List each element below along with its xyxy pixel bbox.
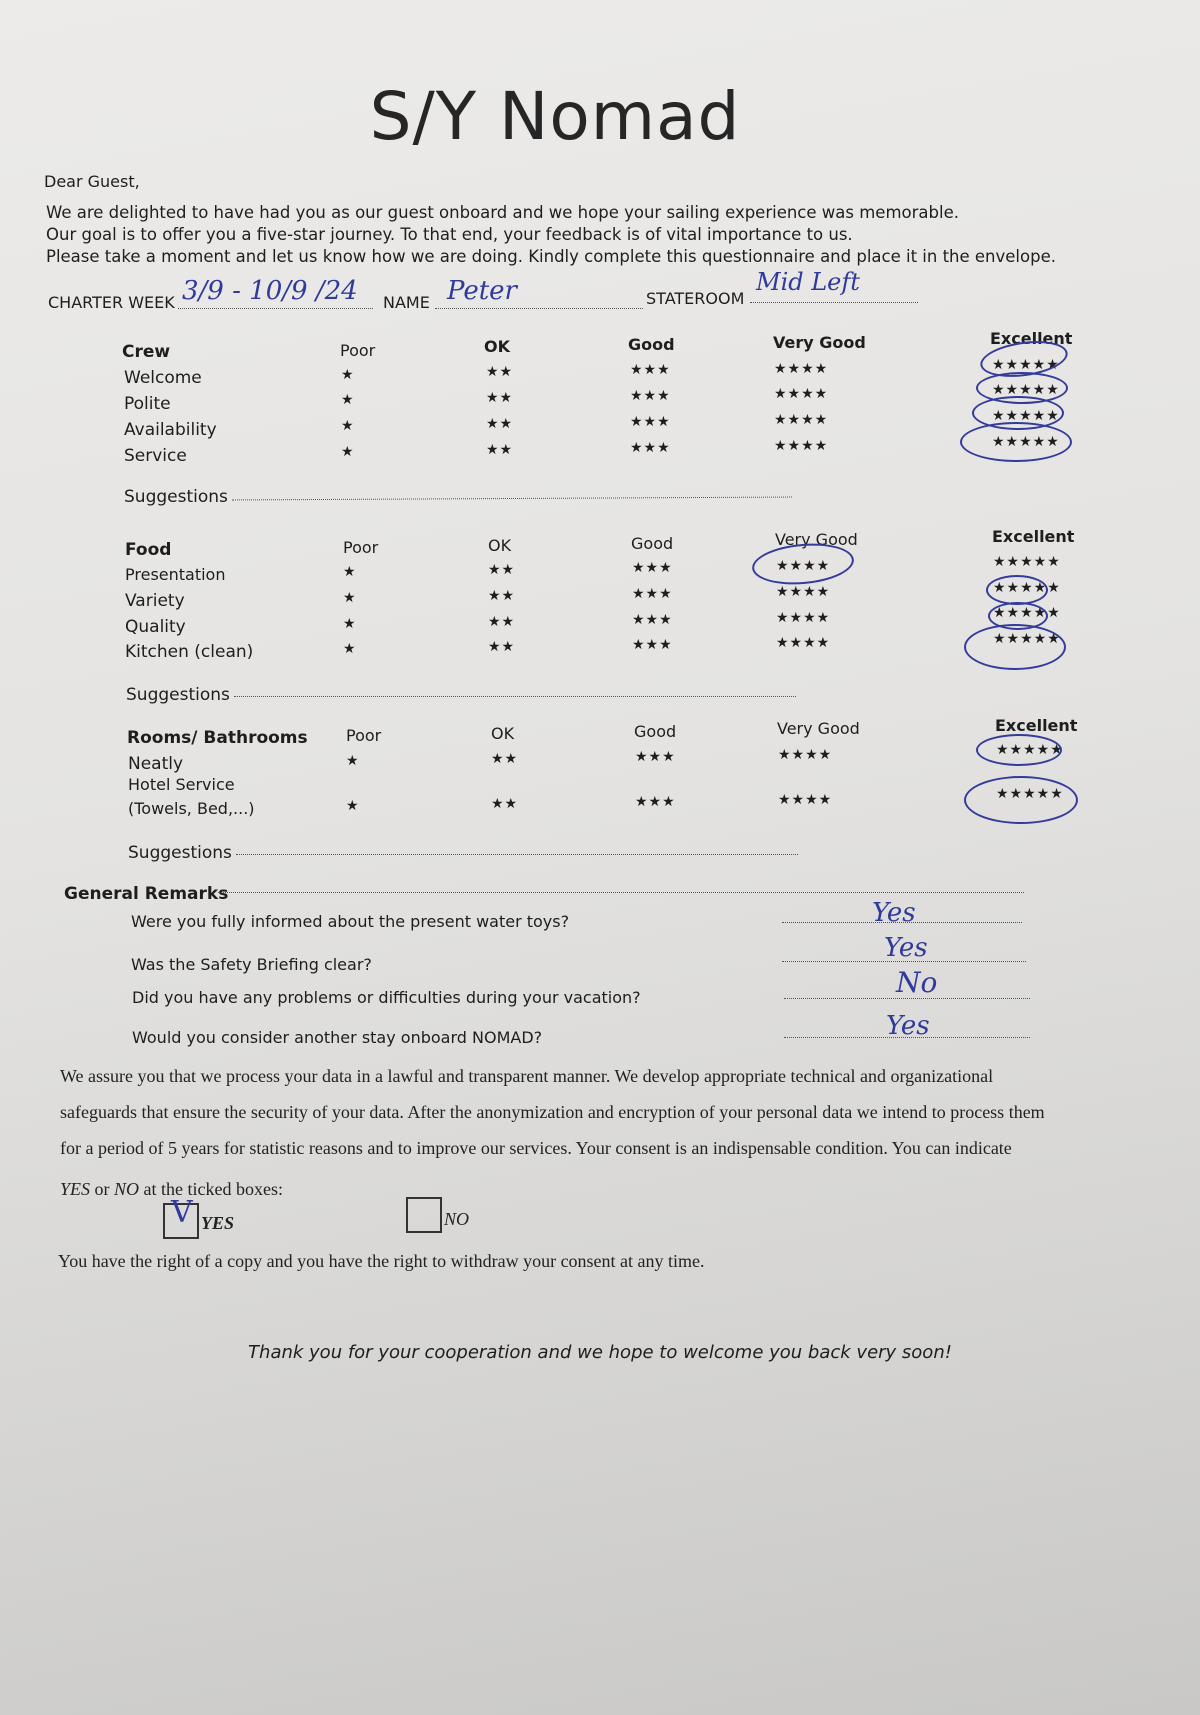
answer-field[interactable] bbox=[782, 898, 1022, 928]
answer-value: Yes bbox=[884, 933, 928, 963]
section-title-rooms: Rooms/ Bathrooms bbox=[127, 728, 308, 748]
suggestions-label: Suggestions bbox=[126, 685, 230, 705]
rating-option-selected[interactable]: ★★★★★ bbox=[992, 382, 1060, 398]
form-title: S/Y Nomad bbox=[369, 78, 741, 155]
rating-option[interactable]: ★★★★ bbox=[778, 792, 833, 808]
rating-option[interactable]: ★★★★ bbox=[774, 386, 829, 402]
selection-circle bbox=[986, 575, 1048, 605]
rating-option[interactable]: ★★★★ bbox=[778, 747, 833, 763]
rating-option-selected[interactable]: ★★★★★ bbox=[992, 408, 1060, 424]
question-safety-briefing: Was the Safety Briefing clear? bbox=[131, 955, 372, 974]
check-mark-icon: V bbox=[171, 1195, 193, 1230]
charter-week-field[interactable] bbox=[178, 276, 373, 309]
col-very-good: Very Good bbox=[777, 719, 860, 738]
rating-option[interactable]: ★★★ bbox=[632, 560, 673, 576]
col-good: Good bbox=[628, 335, 675, 354]
charter-week-value: 3/9 - 10/9 /24 bbox=[182, 276, 358, 306]
row-label: Service bbox=[124, 446, 187, 466]
rating-option[interactable]: ★★★ bbox=[630, 414, 671, 430]
row-label: Kitchen (clean) bbox=[125, 642, 254, 662]
rights-text: You have the right of a copy and you have the right to withdraw your consent at any time. bbox=[58, 1251, 705, 1271]
row-label: Welcome bbox=[124, 368, 202, 388]
col-very-good: Very Good bbox=[775, 530, 858, 549]
ticked-boxes-text: at the ticked boxes: bbox=[139, 1179, 283, 1199]
rating-option-selected[interactable]: ★★★★★ bbox=[992, 357, 1060, 373]
rating-option[interactable]: ★★ bbox=[491, 796, 519, 812]
name-value: Peter bbox=[447, 276, 517, 306]
rating-option[interactable]: ★★ bbox=[488, 562, 516, 578]
rating-option[interactable]: ★★★★ bbox=[774, 361, 829, 377]
col-very-good: Very Good bbox=[773, 333, 866, 352]
answer-value: Yes bbox=[872, 898, 916, 928]
consent-yes-label: YES bbox=[201, 1213, 235, 1233]
greeting: Dear Guest, bbox=[44, 172, 140, 191]
consent-no-checkbox[interactable] bbox=[406, 1197, 442, 1233]
col-excellent: Excellent bbox=[990, 329, 1073, 348]
or-word: or bbox=[90, 1179, 115, 1199]
privacy-line-1: We assure you that we process your data in a lawful and transparent manner. We develop appropriate technical and organizational bbox=[60, 1066, 994, 1086]
suggestions-field[interactable] bbox=[236, 854, 798, 855]
general-remarks-title: General Remarks bbox=[64, 884, 229, 904]
rating-option-selected[interactable]: ★★★★ bbox=[776, 558, 831, 574]
col-ok: OK bbox=[488, 536, 512, 555]
name-label: NAME bbox=[383, 293, 430, 312]
rating-option[interactable]: ★ bbox=[343, 641, 357, 657]
stateroom-value: Mid Left bbox=[756, 268, 860, 296]
rating-option-selected[interactable]: ★★★★★ bbox=[996, 742, 1064, 758]
rating-option[interactable]: ★ bbox=[341, 418, 355, 434]
rating-option[interactable]: ★★★ bbox=[630, 388, 671, 404]
rating-option[interactable]: ★ bbox=[346, 753, 360, 769]
rating-option[interactable]: ★★ bbox=[486, 364, 514, 380]
rating-option[interactable]: ★★★ bbox=[632, 637, 673, 653]
row-label: Hotel Service bbox=[128, 775, 235, 794]
selection-circle bbox=[976, 734, 1062, 766]
rating-option[interactable]: ★★★★★ bbox=[993, 554, 1061, 570]
col-poor: Poor bbox=[346, 726, 382, 745]
answer-field[interactable] bbox=[782, 933, 1026, 963]
intro-line-1: We are delighted to have had you as our guest onboard and we hope your sailing experience was memorable. bbox=[46, 203, 959, 222]
row-label: Presentation bbox=[125, 565, 226, 584]
rating-option[interactable]: ★ bbox=[341, 367, 355, 383]
answer-value: No bbox=[896, 966, 938, 999]
consent-yes-checkbox[interactable] bbox=[163, 1195, 199, 1239]
rating-option[interactable]: ★★★★ bbox=[776, 635, 831, 651]
answer-field[interactable] bbox=[784, 966, 1030, 999]
col-excellent: Excellent bbox=[995, 716, 1078, 735]
section-title-food: Food bbox=[125, 540, 172, 560]
col-ok: OK bbox=[484, 337, 510, 356]
rating-option-selected[interactable]: ★★★★★ bbox=[993, 631, 1061, 647]
rating-option[interactable]: ★★ bbox=[488, 588, 516, 604]
rating-option[interactable]: ★ bbox=[343, 564, 357, 580]
suggestions-label: Suggestions bbox=[128, 843, 232, 863]
rating-option[interactable]: ★★ bbox=[488, 614, 516, 630]
consent-no-label: NO bbox=[444, 1209, 470, 1229]
col-good: Good bbox=[631, 534, 674, 553]
row-label: Quality bbox=[125, 617, 186, 637]
col-excellent: Excellent bbox=[992, 527, 1075, 546]
rating-option[interactable]: ★★ bbox=[491, 751, 519, 767]
rating-option[interactable]: ★ bbox=[341, 392, 355, 408]
stateroom-field[interactable] bbox=[750, 268, 918, 303]
rating-option[interactable]: ★ bbox=[343, 590, 357, 606]
rating-option-selected[interactable]: ★★★★★ bbox=[993, 580, 1061, 596]
col-good: Good bbox=[634, 722, 677, 741]
yes-word: YES bbox=[60, 1179, 91, 1199]
suggestions-label: Suggestions bbox=[124, 487, 228, 507]
rating-option[interactable]: ★★★★ bbox=[774, 412, 829, 428]
privacy-line-3: for a period of 5 years for statistic reasons and to improve our services. Your consent is an indispensable condition. You can indicate bbox=[60, 1138, 1012, 1158]
rating-option[interactable]: ★ bbox=[343, 616, 357, 632]
rating-option-selected[interactable]: ★★★★★ bbox=[993, 605, 1061, 621]
col-poor: Poor bbox=[343, 538, 379, 557]
rating-option[interactable]: ★★ bbox=[486, 442, 514, 458]
rating-option[interactable]: ★★★ bbox=[635, 749, 676, 765]
selection-circle bbox=[960, 422, 1072, 462]
general-remarks-field[interactable] bbox=[218, 892, 1024, 893]
rating-option[interactable]: ★★ bbox=[486, 416, 514, 432]
rating-option[interactable]: ★★★ bbox=[635, 794, 676, 810]
rating-option[interactable]: ★★★ bbox=[632, 612, 673, 628]
section-title-crew: Crew bbox=[122, 342, 171, 362]
intro-line-2: Our goal is to offer you a five-star journey. To that end, your feedback is of vital importance to us. bbox=[46, 225, 853, 244]
rating-option[interactable]: ★★★ bbox=[630, 362, 671, 378]
row-label: Variety bbox=[125, 591, 185, 611]
rating-option[interactable]: ★★★ bbox=[632, 586, 673, 602]
rating-option-selected[interactable]: ★★★★★ bbox=[996, 786, 1064, 802]
charter-week-label: CHARTER WEEK bbox=[48, 293, 175, 312]
col-ok: OK bbox=[491, 724, 515, 743]
rating-option[interactable]: ★★★★ bbox=[776, 584, 831, 600]
col-poor: Poor bbox=[340, 341, 376, 360]
rating-option-selected[interactable]: ★★★★★ bbox=[992, 434, 1060, 450]
intro-line-3: Please take a moment and let us know how we are doing. Kindly complete this questionnaire and place it in the envelope. bbox=[46, 247, 1056, 266]
no-word: NO bbox=[114, 1179, 140, 1199]
question-problems: Did you have any problems or difficulties during your vacation? bbox=[132, 988, 641, 1007]
selection-circle bbox=[964, 624, 1066, 670]
suggestions-field[interactable] bbox=[234, 696, 796, 697]
rating-option[interactable]: ★ bbox=[346, 798, 360, 814]
row-label: Polite bbox=[124, 394, 171, 414]
rating-option[interactable]: ★★ bbox=[486, 390, 514, 406]
closing-message: Thank you for your cooperation and we hope to welcome you back very soon! bbox=[248, 1342, 952, 1363]
rating-option[interactable]: ★★★★ bbox=[774, 438, 829, 454]
rating-option[interactable]: ★★ bbox=[488, 639, 516, 655]
rating-option[interactable]: ★ bbox=[341, 444, 355, 460]
suggestions-field[interactable] bbox=[232, 497, 792, 501]
question-water-toys: Were you fully informed about the present water toys? bbox=[131, 912, 570, 931]
rating-option[interactable]: ★★★ bbox=[630, 440, 671, 456]
row-label: Neatly bbox=[128, 754, 184, 774]
row-label: (Towels, Bed,...) bbox=[128, 799, 255, 818]
selection-circle bbox=[750, 540, 855, 589]
name-field[interactable] bbox=[435, 276, 643, 309]
question-another-stay: Would you consider another stay onboard NOMAD? bbox=[132, 1028, 543, 1047]
rating-option[interactable]: ★★★★ bbox=[776, 610, 831, 626]
selection-circle bbox=[964, 776, 1078, 824]
answer-value: Yes bbox=[886, 1011, 930, 1041]
answer-field[interactable] bbox=[784, 1011, 1030, 1041]
privacy-line-2: safeguards that ensure the security of your data. After the anonymization and encryption of your personal data we intend to process them bbox=[60, 1102, 1045, 1122]
stateroom-label: STATEROOM bbox=[646, 289, 745, 308]
row-label: Availability bbox=[124, 420, 217, 440]
